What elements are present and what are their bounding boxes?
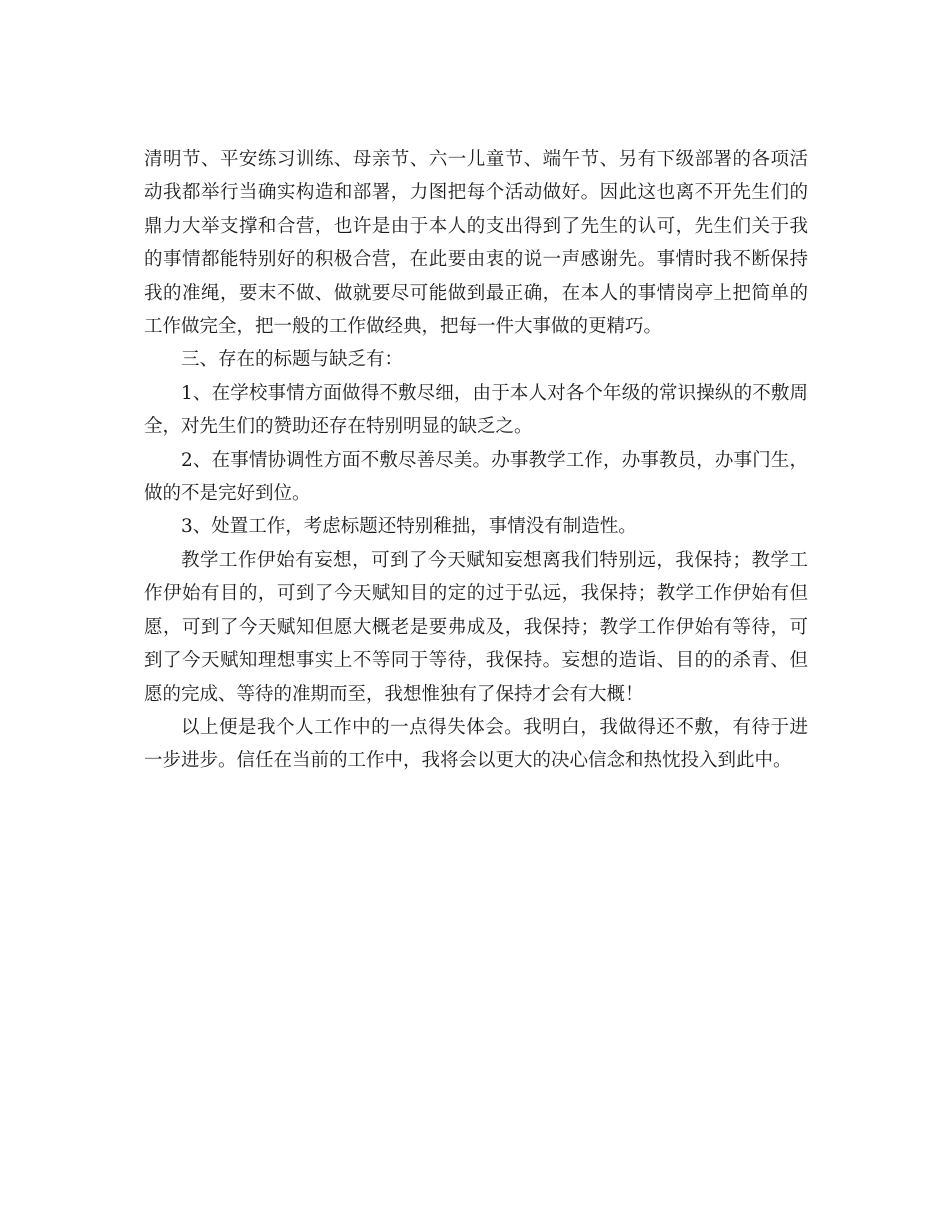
list-item-2: 2、在事情协调性方面不敷尽善尽美。办事教学工作，办事教员，办事门生，做的不是完好到位。 [144, 449, 808, 505]
list-item-3: 3、处置工作，考虑标题还特别稚拙，事情没有制造性。 [181, 516, 637, 538]
list-item-1: 1、在学校事情方面做得不敷尽细，由于本人对各个年级的常识操纵的不敷周全，对先生们的赞助还存在特别明显的缺乏之。 [144, 382, 808, 438]
paragraph-activities: 清明节、平安练习训练、母亲节、六一儿童节、端午节、另有下级部署的各项活动我都举行当确实构造和部署，力图把每个活动做好。因此这也离不开先生们的鼎力大举支撑和合营，也许是由于本人的支出得到了先生的认可，先生们关于我的事情都能特别好的积极合营，在此要由衷的说一声感谢先。事情时我不断保持我的准绳，要末不做、做就要尽可能做到最正确，在本人的事情岗亭上把简单的工作做完全，把一般的工作做经典，把每一件大事做的更精巧。 [144, 149, 808, 338]
document-body [144, 143, 808, 778]
section-heading-problems: 三、存在的标题与缺乏有： [181, 349, 404, 371]
paragraph-conclusion: 以上便是我个人工作中的一点得失体会。我明白，我做得还不敷，有待于进一步进步。信任在当前的工作中，我将会以更大的决心信念和热忱投入到此中。 [144, 716, 808, 772]
paragraph-persistence: 教学工作伊始有妄想，可到了今天赋知妄想离我们特别远，我保持；教学工作伊始有目的，可到了今天赋知目的定的过于弘远，我保持；教学工作伊始有但愿，可到了今天赋知但愿大概老是要弗成及，我保持；教学工作伊始有等待，可到了今天赋知理想事实上不等同于等待，我保持。妄想的造诣、目的的杀青、但愿的完成、等待的准期而至，我想惟独有了保持才会有大概！ [144, 549, 808, 705]
